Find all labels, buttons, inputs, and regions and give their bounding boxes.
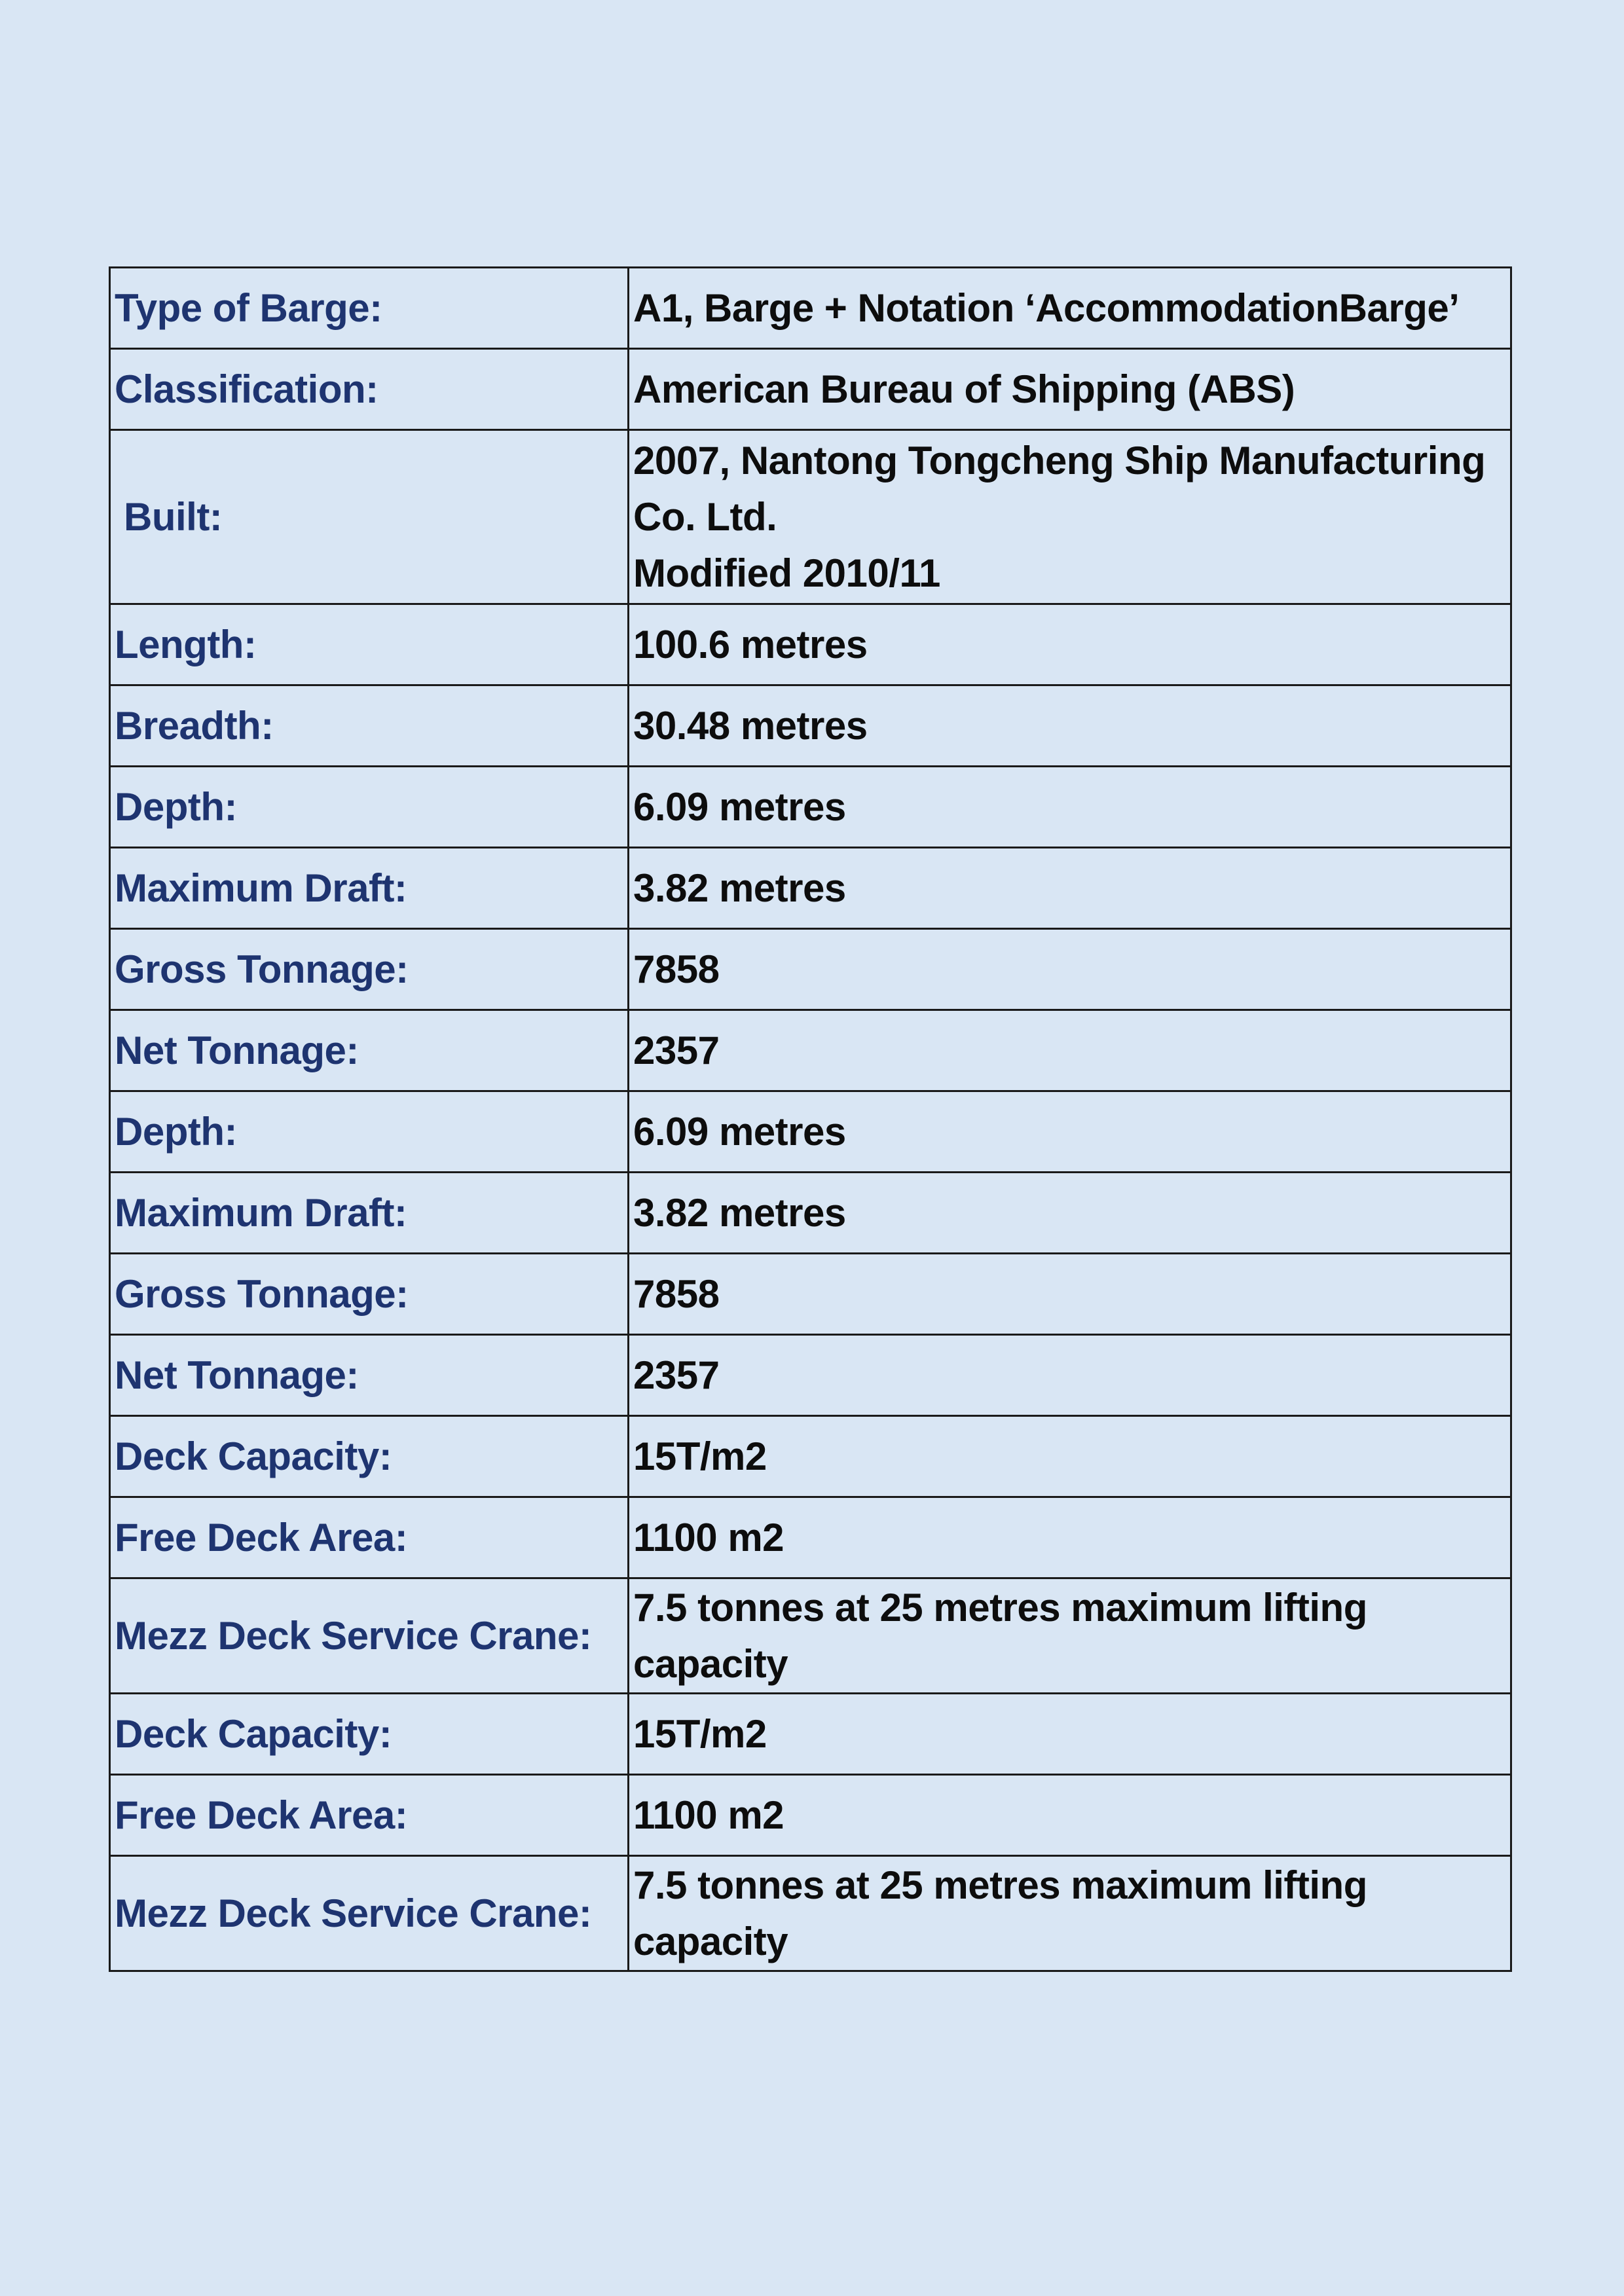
spec-value: 1100 m2: [629, 1775, 1511, 1856]
spec-value: 3.82 metres: [629, 848, 1511, 929]
spec-label: Net Tonnage:: [110, 1335, 629, 1416]
spec-value-line: Co. Ltd.: [633, 494, 777, 539]
table-row: [110, 1173, 1511, 1254]
spec-value: 2357: [629, 1010, 1511, 1091]
spec-value: 6.09 metres: [629, 767, 1511, 848]
spec-value: 7.5 tonnes at 25 metres maximum lifting capacity: [629, 1856, 1511, 1971]
spec-label: Built:: [110, 430, 629, 604]
spec-value: A1, Barge + Notation ‘AccommodationBarge’: [629, 268, 1511, 349]
table-row: [110, 430, 1511, 604]
spec-label: Gross Tonnage:: [110, 929, 629, 1010]
spec-label: Maximum Draft:: [110, 848, 629, 929]
barge-specifications-table: [109, 266, 1512, 1972]
spec-value: 15T/m2: [629, 1694, 1511, 1775]
table-row: [110, 349, 1511, 430]
spec-label: Depth:: [110, 767, 629, 848]
spec-label: Deck Capacity:: [110, 1416, 629, 1497]
spec-value: [629, 430, 1511, 604]
spec-label: Depth:: [110, 1091, 629, 1173]
table-row: [110, 848, 1511, 929]
spec-label: Breadth:: [110, 685, 629, 767]
spec-value: 7.5 tonnes at 25 metres maximum lifting capacity: [629, 1578, 1511, 1694]
spec-value: 30.48 metres: [629, 685, 1511, 767]
table-row: [110, 604, 1511, 685]
spec-value: 7858: [629, 929, 1511, 1010]
table-row: [110, 1578, 1511, 1694]
spec-value: 100.6 metres: [629, 604, 1511, 685]
table-row: [110, 929, 1511, 1010]
table-row: [110, 1335, 1511, 1416]
spec-label: Mezz Deck Service Crane:: [110, 1578, 629, 1694]
spec-label: Deck Capacity:: [110, 1694, 629, 1775]
spec-label: Type of Barge:: [110, 268, 629, 349]
spec-label: Gross Tonnage:: [110, 1254, 629, 1335]
spec-value: 1100 m2: [629, 1497, 1511, 1578]
table-row: [110, 1694, 1511, 1775]
spec-label: Classification:: [110, 349, 629, 430]
spec-value: 15T/m2: [629, 1416, 1511, 1497]
spec-value: American Bureau of Shipping (ABS): [629, 349, 1511, 430]
table-row: [110, 1010, 1511, 1091]
table-row: [110, 1497, 1511, 1578]
spec-value-line: Modified 2010/11: [633, 551, 940, 595]
table-row: [110, 685, 1511, 767]
table-row: [110, 1254, 1511, 1335]
spec-label: Maximum Draft:: [110, 1173, 629, 1254]
spec-value: 3.82 metres: [629, 1173, 1511, 1254]
spec-label: Length:: [110, 604, 629, 685]
table-row: [110, 767, 1511, 848]
table-row: [110, 1856, 1511, 1971]
spec-label: Mezz Deck Service Crane:: [110, 1856, 629, 1971]
spec-label: Net Tonnage:: [110, 1010, 629, 1091]
spec-value-line: 2007, Nantong Tongcheng Ship Manufacturing: [633, 438, 1486, 483]
table-row: [110, 1775, 1511, 1856]
spec-value: 2357: [629, 1335, 1511, 1416]
spec-label: Free Deck Area:: [110, 1497, 629, 1578]
spec-value: 6.09 metres: [629, 1091, 1511, 1173]
table-row: [110, 1416, 1511, 1497]
spec-value: 7858: [629, 1254, 1511, 1335]
table-row: [110, 268, 1511, 349]
table-row: [110, 1091, 1511, 1173]
spec-label: Free Deck Area:: [110, 1775, 629, 1856]
